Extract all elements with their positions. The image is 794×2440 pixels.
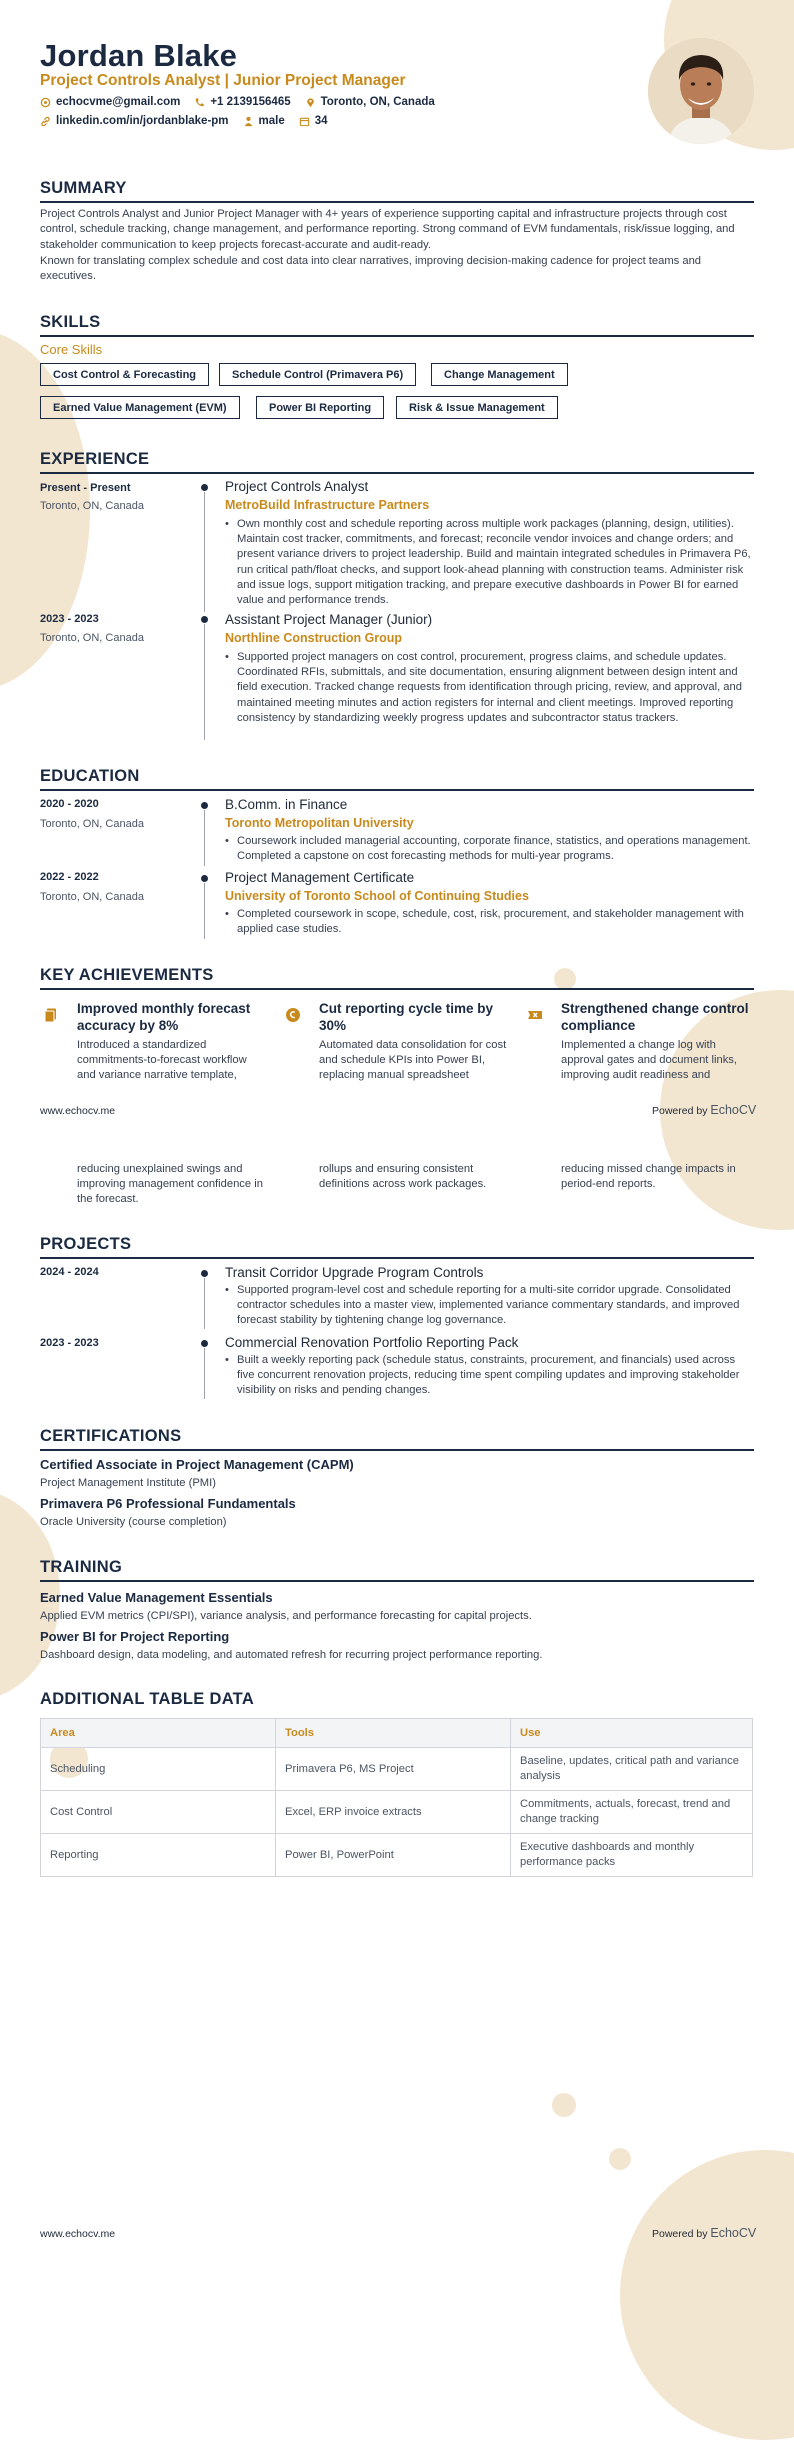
training-name: Earned Value Management Essentials bbox=[40, 1590, 273, 1605]
contact-row-2 bbox=[40, 115, 328, 127]
footer-powered-by bbox=[652, 2226, 756, 2240]
at-icon bbox=[40, 97, 51, 108]
contact-phone[interactable] bbox=[194, 96, 290, 108]
footer-powered-by bbox=[652, 1103, 756, 1117]
achievement-text-continued: reducing missed change impacts in period-end reports. bbox=[561, 1163, 736, 1191]
contact-gender bbox=[243, 115, 285, 127]
timeline-dot bbox=[201, 875, 208, 882]
table-cell: Excel, ERP invoice extracts bbox=[276, 1791, 511, 1834]
powered-by-label: Powered by bbox=[652, 1105, 708, 1117]
certification-name: Certified Associate in Project Management (CAPM) bbox=[40, 1457, 354, 1472]
projects-heading: PROJECTS bbox=[40, 1235, 754, 1259]
timeline-dot bbox=[201, 802, 208, 809]
certification-name: Primavera P6 Professional Fundamentals bbox=[40, 1496, 296, 1511]
certifications-heading: CERTIFICATIONS bbox=[40, 1427, 754, 1451]
entry-date: 2023 - 2023 bbox=[40, 613, 99, 625]
entry-bullet: • Completed coursework in scope, schedule, cost, risk, procurement, and stakeholder management with applied case studies. bbox=[225, 907, 753, 937]
table-heading: ADDITIONAL TABLE DATA bbox=[40, 1690, 255, 1708]
achievement-title: Cut reporting cycle time by 30% bbox=[319, 1001, 494, 1033]
contact-linkedin[interactable] bbox=[40, 115, 229, 127]
gender-text: male bbox=[258, 115, 285, 127]
entry-location: Toronto, ON, Canada bbox=[40, 818, 144, 830]
profile-photo bbox=[648, 38, 754, 144]
timeline-line bbox=[204, 492, 205, 612]
powered-by-label: Powered by bbox=[652, 2228, 708, 2240]
table-cell: Baseline, updates, critical path and variance analysis bbox=[511, 1748, 753, 1791]
entry-date: 2023 - 2023 bbox=[40, 1337, 99, 1349]
person-icon bbox=[243, 116, 254, 127]
skill-chip: Risk & Issue Management bbox=[396, 396, 558, 419]
table-cell: Cost Control bbox=[41, 1791, 276, 1834]
skills-heading: SKILLS bbox=[40, 313, 754, 337]
timeline-line bbox=[204, 1278, 205, 1329]
training-name: Power BI for Project Reporting bbox=[40, 1629, 230, 1644]
table-row bbox=[41, 1834, 753, 1877]
experience-heading: EXPERIENCE bbox=[40, 450, 754, 474]
entry-date: 2024 - 2024 bbox=[40, 1266, 99, 1278]
entry-bullet: • Built a weekly reporting pack (schedule status, constraints, procurement, and financials) used across five concurrent renovation projects, reducing time spent compiling updates and improving stakeholder visibility on risks and pending changes. bbox=[225, 1353, 753, 1399]
entry-role: Project Controls Analyst bbox=[225, 479, 369, 494]
entry-location: Toronto, ON, Canada bbox=[40, 500, 144, 512]
clipboard-icon bbox=[43, 1007, 59, 1023]
entry-date: 2020 - 2020 bbox=[40, 798, 99, 810]
skill-chip: Schedule Control (Primavera P6) bbox=[219, 363, 416, 386]
contact-row-1 bbox=[40, 96, 435, 108]
achievement-title: Improved monthly forecast accuracy by 8% bbox=[77, 1001, 251, 1033]
core-skills-label: Core Skills bbox=[40, 342, 103, 357]
phone-text: +1 2139156465 bbox=[210, 96, 291, 108]
additional-data-table bbox=[40, 1718, 753, 1877]
entry-organization: University of Toronto School of Continuing Studies bbox=[225, 889, 529, 903]
achievements-heading: KEY ACHIEVEMENTS bbox=[40, 966, 754, 990]
entry-role: B.Comm. in Finance bbox=[225, 797, 348, 812]
entry-bullet: • Own monthly cost and schedule reporting across multiple work packages (planning, design, utilities). Maintain cost tracker, commitments, and forecast; reconcile vendor invoices and change orders; and present variance drivers to project leadership. Build and maintain integrated schedules in Primavera P6, run critical path/float checks, and support look-ahead planning with construction teams. Administer risk and issue logs, support mitigation tracking, and prepare executive dashboards in Power BI for earned value and performance trends. bbox=[225, 517, 753, 608]
timeline-line bbox=[204, 624, 205, 740]
table-cell: Scheduling bbox=[41, 1748, 276, 1791]
timeline-dot bbox=[201, 1270, 208, 1277]
brand-logo: EchoCV bbox=[710, 2226, 757, 2240]
clock-icon bbox=[285, 1007, 301, 1023]
table-header-cell: Area bbox=[41, 1719, 276, 1748]
entry-location: Toronto, ON, Canada bbox=[40, 632, 144, 644]
education-heading: EDUCATION bbox=[40, 767, 754, 791]
certification-issuer: Oracle University (course completion) bbox=[40, 1516, 227, 1528]
contact-age bbox=[299, 115, 328, 127]
achievement-text-continued: reducing unexplained swings and improving management confidence in the forecast. bbox=[77, 1163, 263, 1206]
entry-date: Present - Present bbox=[40, 482, 131, 494]
location-text: Toronto, ON, Canada bbox=[320, 96, 435, 108]
achievement-text: Implemented a change log with approval gates and document links, improving audit readiness and bbox=[561, 1039, 738, 1082]
table-row bbox=[41, 1791, 753, 1834]
brand-logo: EchoCV bbox=[710, 1103, 757, 1117]
candidate-name: Jordan Blake bbox=[40, 38, 238, 73]
achievement-text: Introduced a standardized commitments-to-forecast workflow and variance narrative template, bbox=[77, 1039, 247, 1082]
summary-heading: SUMMARY bbox=[40, 179, 754, 203]
skill-chip: Cost Control & Forecasting bbox=[40, 363, 209, 386]
entry-role: Project Management Certificate bbox=[225, 870, 415, 885]
training-description: Applied EVM metrics (CPI/SPI), variance analysis, and performance forecasting for capital projects. bbox=[40, 1610, 532, 1622]
timeline-dot bbox=[201, 616, 208, 623]
table-cell: Executive dashboards and monthly performance packs bbox=[511, 1834, 753, 1877]
table-header-cell: Use bbox=[511, 1719, 753, 1748]
link-icon bbox=[40, 116, 51, 127]
entry-role: Assistant Project Manager (Junior) bbox=[225, 612, 433, 627]
entry-date: 2022 - 2022 bbox=[40, 871, 99, 883]
timeline-line bbox=[204, 810, 205, 866]
table-cell: Primavera P6, MS Project bbox=[276, 1748, 511, 1791]
summary-text: Project Controls Analyst and Junior Project Manager with 4+ years of experience supporting capital and infrastructure projects through cost control, schedule tracking, change management, and performance reporting. Strong command of EVM fundamentals, risk/issue logging, and stakeholder communication to keep projects forecast-accurate and audit-ready. bbox=[40, 208, 735, 251]
entry-location: Toronto, ON, Canada bbox=[40, 891, 144, 903]
table-header-row bbox=[41, 1719, 753, 1748]
certification-issuer: Project Management Institute (PMI) bbox=[40, 1477, 216, 1489]
footer-website[interactable]: www.echocv.me bbox=[40, 1105, 116, 1117]
footer-website[interactable]: www.echocv.me bbox=[40, 2228, 116, 2240]
skill-chip: Change Management bbox=[431, 363, 568, 386]
age-text: 34 bbox=[314, 115, 328, 127]
timeline-dot bbox=[201, 1340, 208, 1347]
profile-photo-portrait bbox=[648, 38, 754, 144]
candidate-headline: Project Controls Analyst | Junior Project Manager bbox=[40, 72, 406, 89]
email-text: echocvme@gmail.com bbox=[56, 96, 181, 108]
table-cell: Commitments, actuals, forecast, trend and change tracking bbox=[511, 1791, 753, 1834]
table-cell: Power BI, PowerPoint bbox=[276, 1834, 511, 1877]
linkedin-text: linkedin.com/in/jordanblake-pm bbox=[56, 115, 229, 127]
timeline-line bbox=[204, 883, 205, 939]
entry-bullet: • Supported project managers on cost control, procurement, progress claims, and schedule updates. Coordinated RFIs, submittals, and site documentation, ensuring alignment between design intent and field execution. Tracked change requests from identification through pricing, review, and approval, and maintained meeting minutes and action registers for internal and client meetings. Improved reporting consistency by standardizing weekly progress updates and subcontractor status trackers. bbox=[225, 650, 753, 726]
entry-bullet: • Coursework included managerial accounting, corporate finance, statistics, and operations management. Completed a capstone on cost forecasting methods for multi-year programs. bbox=[225, 834, 753, 864]
skill-chip: Power BI Reporting bbox=[256, 396, 384, 419]
achievement-text-continued: rollups and ensuring consistent definitions across work packages. bbox=[319, 1163, 487, 1191]
table-header-cell: Tools bbox=[276, 1719, 511, 1748]
entry-organization: Northline Construction Group bbox=[225, 631, 403, 645]
entry-role: Commercial Renovation Portfolio Reporting Pack bbox=[225, 1335, 519, 1350]
ticket-icon bbox=[527, 1007, 543, 1023]
entry-bullet: • Supported program-level cost and schedule reporting for a multi-site corridor upgrade. Consolidated contractor schedules into a master view, implemented variance commentary standards, and improved forecast stability by tightening change log governance. bbox=[225, 1283, 753, 1329]
phone-icon bbox=[194, 97, 205, 108]
training-heading: TRAINING bbox=[40, 1558, 754, 1582]
summary-text-2: Known for translating complex schedule and cost data into clear narratives, improving decision-making cadence for project teams and executives. bbox=[40, 255, 702, 283]
entry-organization: Toronto Metropolitan University bbox=[225, 816, 414, 830]
contact-email[interactable] bbox=[40, 96, 180, 108]
entry-organization: MetroBuild Infrastructure Partners bbox=[225, 498, 430, 512]
contact-location bbox=[305, 96, 435, 108]
map-pin-icon bbox=[305, 97, 316, 108]
achievement-text: Automated data consolidation for cost and schedule KPIs into Power BI, replacing manual spreadsheet bbox=[319, 1039, 507, 1082]
table-row bbox=[41, 1748, 753, 1791]
calendar-icon bbox=[299, 116, 310, 127]
timeline-line bbox=[204, 1348, 205, 1399]
timeline-dot bbox=[201, 484, 208, 491]
table-cell: Reporting bbox=[41, 1834, 276, 1877]
entry-role: Transit Corridor Upgrade Program Controls bbox=[225, 1265, 484, 1280]
training-description: Dashboard design, data modeling, and automated refresh for recurring project performance reporting. bbox=[40, 1649, 543, 1661]
achievement-title: Strengthened change control compliance bbox=[561, 1001, 749, 1033]
skill-chip: Earned Value Management (EVM) bbox=[40, 396, 240, 419]
